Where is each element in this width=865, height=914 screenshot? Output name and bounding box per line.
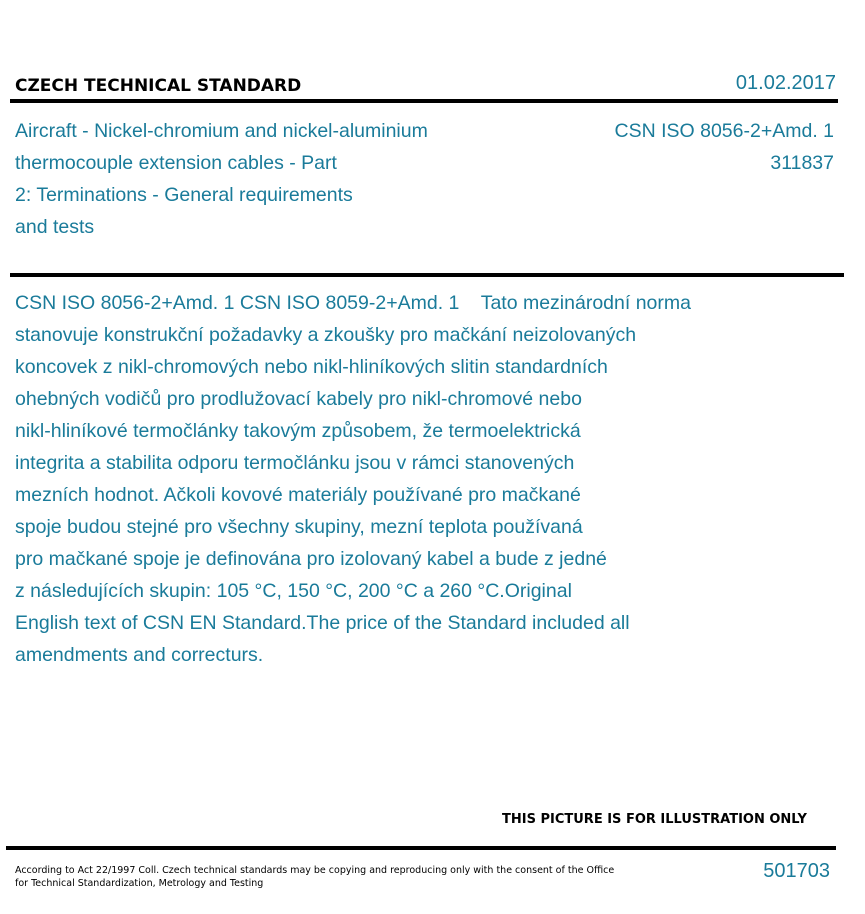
standard-code-block	[615, 115, 834, 179]
description-line: koncovek z nikl-chromových nebo nikl-hliníkových slitin standardních	[15, 356, 608, 378]
standard-code: CSN ISO 8056-2+Amd. 1	[614, 120, 834, 142]
description-line: stanovuje konstrukční požadavky a zkoušky pro mačkání neizolovaných	[15, 324, 637, 346]
title-line: Aircraft - Nickel-chromium and nickel-aluminium	[15, 120, 428, 142]
description-line: spoje budou stejné pro všechny skupiny, mezní teplota používaná	[15, 516, 583, 538]
standard-number: 311837	[770, 152, 834, 174]
title-line: 2: Terminations - General requirements	[15, 184, 353, 206]
description-line: amendments and correcturs.	[15, 644, 264, 666]
illustration-note: THIS PICTURE IS FOR ILLUSTRATION ONLY	[502, 812, 807, 827]
title-line: thermocouple extension cables - Part	[15, 152, 337, 174]
header-divider	[10, 99, 838, 103]
document-number: 501703	[763, 860, 830, 882]
legal-line: According to Act 22/1997 Coll. Czech technical standards may be copying and reproducing only with the consent of the Office	[15, 865, 615, 876]
title-line: and tests	[15, 216, 95, 238]
description-line: English text of CSN EN Standard.The price of the Standard included all	[15, 612, 630, 634]
description-line: integrita a stabilita odporu termočlánku jsou v rámci stanovených	[15, 452, 575, 474]
legal-notice	[15, 864, 615, 890]
standard-title	[15, 115, 495, 243]
description-line: ohebných vodičů pro prodlužovací kabely pro nikl-chromové nebo	[15, 388, 582, 410]
description-line: pro mačkané spoje je definována pro izolovaný kabel a bude z jedné	[15, 548, 607, 570]
description-line: z následujících skupin: 105 °C, 150 °C, 200 °C a 260 °C.Original	[15, 580, 572, 602]
title-divider	[10, 273, 844, 277]
legal-line: for Technical Standardization, Metrology and Testing	[15, 878, 264, 889]
description-line: mezních hodnot. Ačkoli kovové materiály používané pro mačkané	[15, 484, 581, 506]
publication-date: 01.02.2017	[735, 72, 836, 94]
standard-description	[15, 287, 805, 671]
description-line: nikl-hliníkové termočlánky takovým způsobem, že termoelektrická	[15, 420, 581, 442]
footer-divider	[6, 846, 836, 850]
document-type-label: CZECH TECHNICAL STANDARD	[15, 76, 302, 96]
description-line: CSN ISO 8056-2+Amd. 1 CSN ISO 8059-2+Amd. 1 Tato mezinárodní norma	[15, 292, 691, 314]
